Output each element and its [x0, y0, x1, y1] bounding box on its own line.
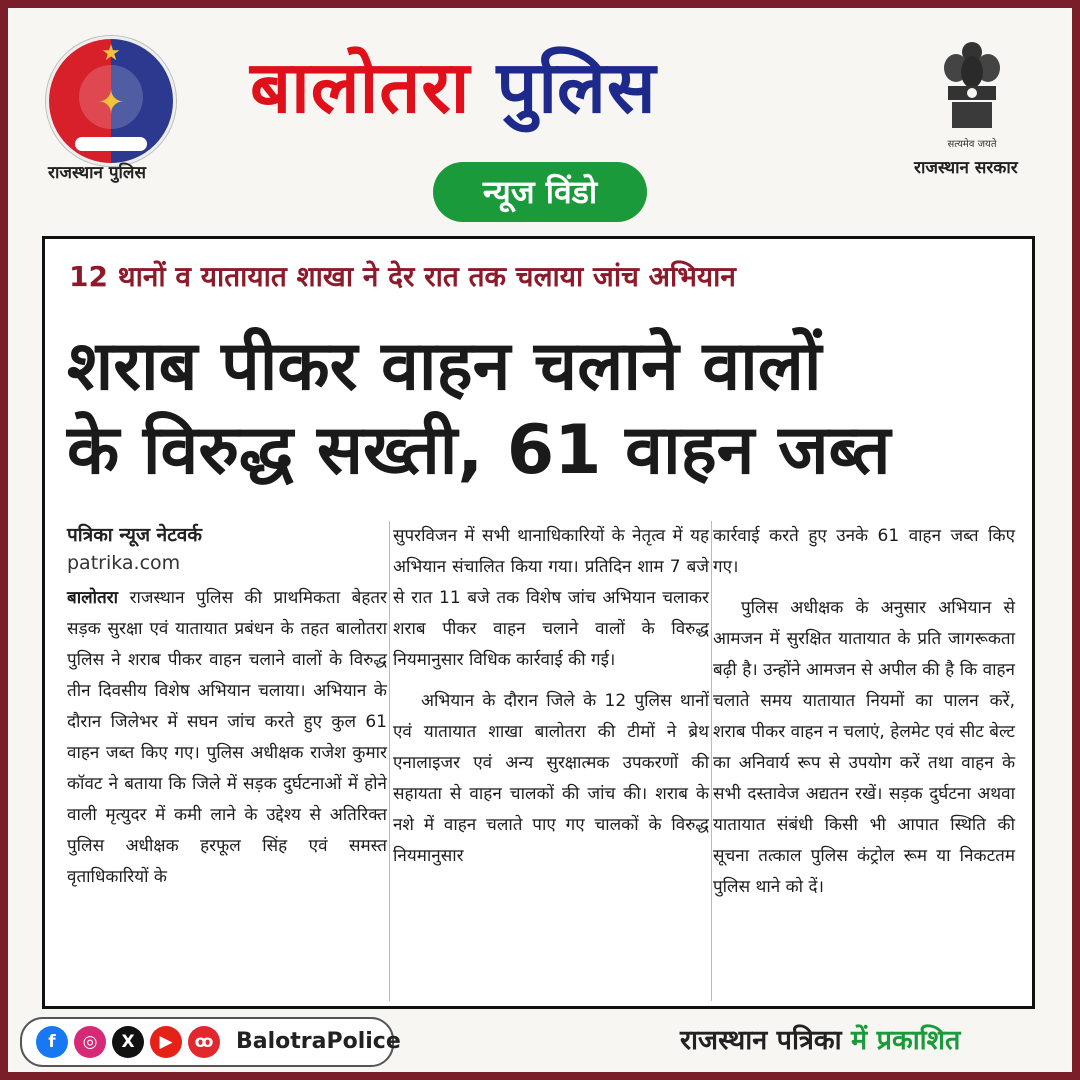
- emblem-motto: सत्यमेव जयते: [947, 139, 997, 150]
- social-media-bar: [20, 1017, 401, 1067]
- column-divider: [389, 521, 390, 1001]
- right-logo-label: राजस्थान सरकार: [914, 158, 1018, 178]
- rajasthan-police-logo: [46, 36, 176, 166]
- headline-line-1: शराब पीकर वाहन चलाने वालों: [67, 327, 822, 406]
- column-1-text: राजस्थान पुलिस की प्राथमिकता बेहतर सड़क सुरक्षा एवं यातायात प्रबंधन के तहत बालोतरा पुलिस ने शराब पीकर वाहन चलाने वालों के विरुद्ध तीन दिवसीय विशेष अभियान चलाया। अभियान के दौरान जिलेभर में सघन जांच करते हुए कुल 61 वाहन जब्त किए गए। पुलिस अधीक्षक राजेश कुमार कॉवट ने बताया कि जिले में सड़क दुर्घटनाओं में होने वाली मृत्युदर में कमी लाने के उद्देश्य से अतिरिक्त पुलिस अधीक्षक हरफूल सिंह एवं समस्त वृताधिकारियों के: [67, 588, 387, 887]
- news-window-badge: न्यूज विंडो: [433, 162, 647, 222]
- article-kicker: 12 थानों व यातायात शाखा ने देर रात तक चलाया जांच अभियान: [69, 260, 736, 293]
- article-byline: पत्रिका न्यूज नेटवर्क: [67, 524, 202, 546]
- national-emblem-icon: [940, 38, 1004, 138]
- column-1-body: [67, 583, 387, 893]
- left-logo-label: राजस्थान पुलिस: [48, 163, 146, 183]
- title-part-1: बालोतरा: [250, 45, 471, 129]
- x-icon[interactable]: X: [112, 1026, 144, 1058]
- article-headline: [67, 325, 1007, 493]
- column-2-paragraph-1: सुपरविजन में सभी थानाधिकारियों के नेतृत्व में यह अभियान संचालित किया गया। प्रतिदिन शाम 7 बजे से रात 11 बजे तक विशेष जांच अभियान चलाकर शराब पीकर वाहन चलाने वालों के विरुद्ध नियमानुसार विधिक कार्रवाई की गई।: [393, 526, 709, 670]
- article-column-2: [393, 521, 709, 872]
- instagram-icon[interactable]: ◎: [74, 1026, 106, 1058]
- police-badge-icon: ✦: [97, 83, 125, 121]
- published-label: में प्रकाशित: [851, 1025, 961, 1056]
- column-3-paragraph-2: पुलिस अधीक्षक के अनुसार अभियान से आमजन में सुरक्षित यातायात के प्रति जागरूकता बढ़ी है। उन्होंने आमजन से अपील की है कि वाहन चलाते समय यातायात नियमों का पालन करें, शराब पीकर वाहन न चलाएं, हेलमेट एवं सीट बेल्ट का अनिवार्य रूप से उपयोग करें तथा वाहन के सभी दस्तावेज अद्यतन रखें। सड़क दुर्घटना अथवा यातायात संबंधी किसी भी आपात स्थिति की सूचना तत्काल पुलिस कंट्रोल रूम या निकटतम पुलिस थाने को दें।: [713, 598, 1015, 897]
- source-newspaper: राजस्थान पत्रिका: [680, 1025, 842, 1056]
- youtube-icon[interactable]: ▶: [150, 1026, 182, 1058]
- social-handle[interactable]: BalotraPolice: [236, 1029, 401, 1054]
- news-clipping: [42, 236, 1035, 1009]
- koo-icon[interactable]: ꝏ: [188, 1026, 220, 1058]
- logo-motto-ribbon: [75, 137, 147, 151]
- headline-line-2: के विरुद्ध सख्ती, 61 वाहन जब्त: [67, 411, 891, 490]
- article-column-1: [67, 521, 387, 893]
- article-column-3: [713, 521, 1015, 903]
- header: [0, 0, 1080, 235]
- page-title: [250, 36, 850, 134]
- star-icon: ★: [101, 41, 121, 66]
- facebook-icon[interactable]: f: [36, 1026, 68, 1058]
- column-2-paragraph-2: अभियान के दौरान जिले के 12 पुलिस थानों एवं यातायात शाखा बालोतरा की टीमों ने ब्रेथ एनालाइजर एवं अन्य सुरक्षात्मक उपकरणों की सहायता से वाहन चालकों की जांच की। शराब के नशे में वाहन चलाते पाए गए चालकों के विरुद्ध नियमानुसार: [393, 691, 709, 866]
- article-website: patrika.com: [67, 552, 181, 574]
- column-3-paragraph-1: कार्रवाई करते हुए उनके 61 वाहन जब्त किए गए।: [713, 526, 1015, 577]
- published-in-footer: [680, 1020, 960, 1057]
- column-divider: [711, 521, 712, 1001]
- lead-place: बालोतरा: [67, 588, 119, 608]
- title-part-2: पुलिस: [496, 45, 657, 129]
